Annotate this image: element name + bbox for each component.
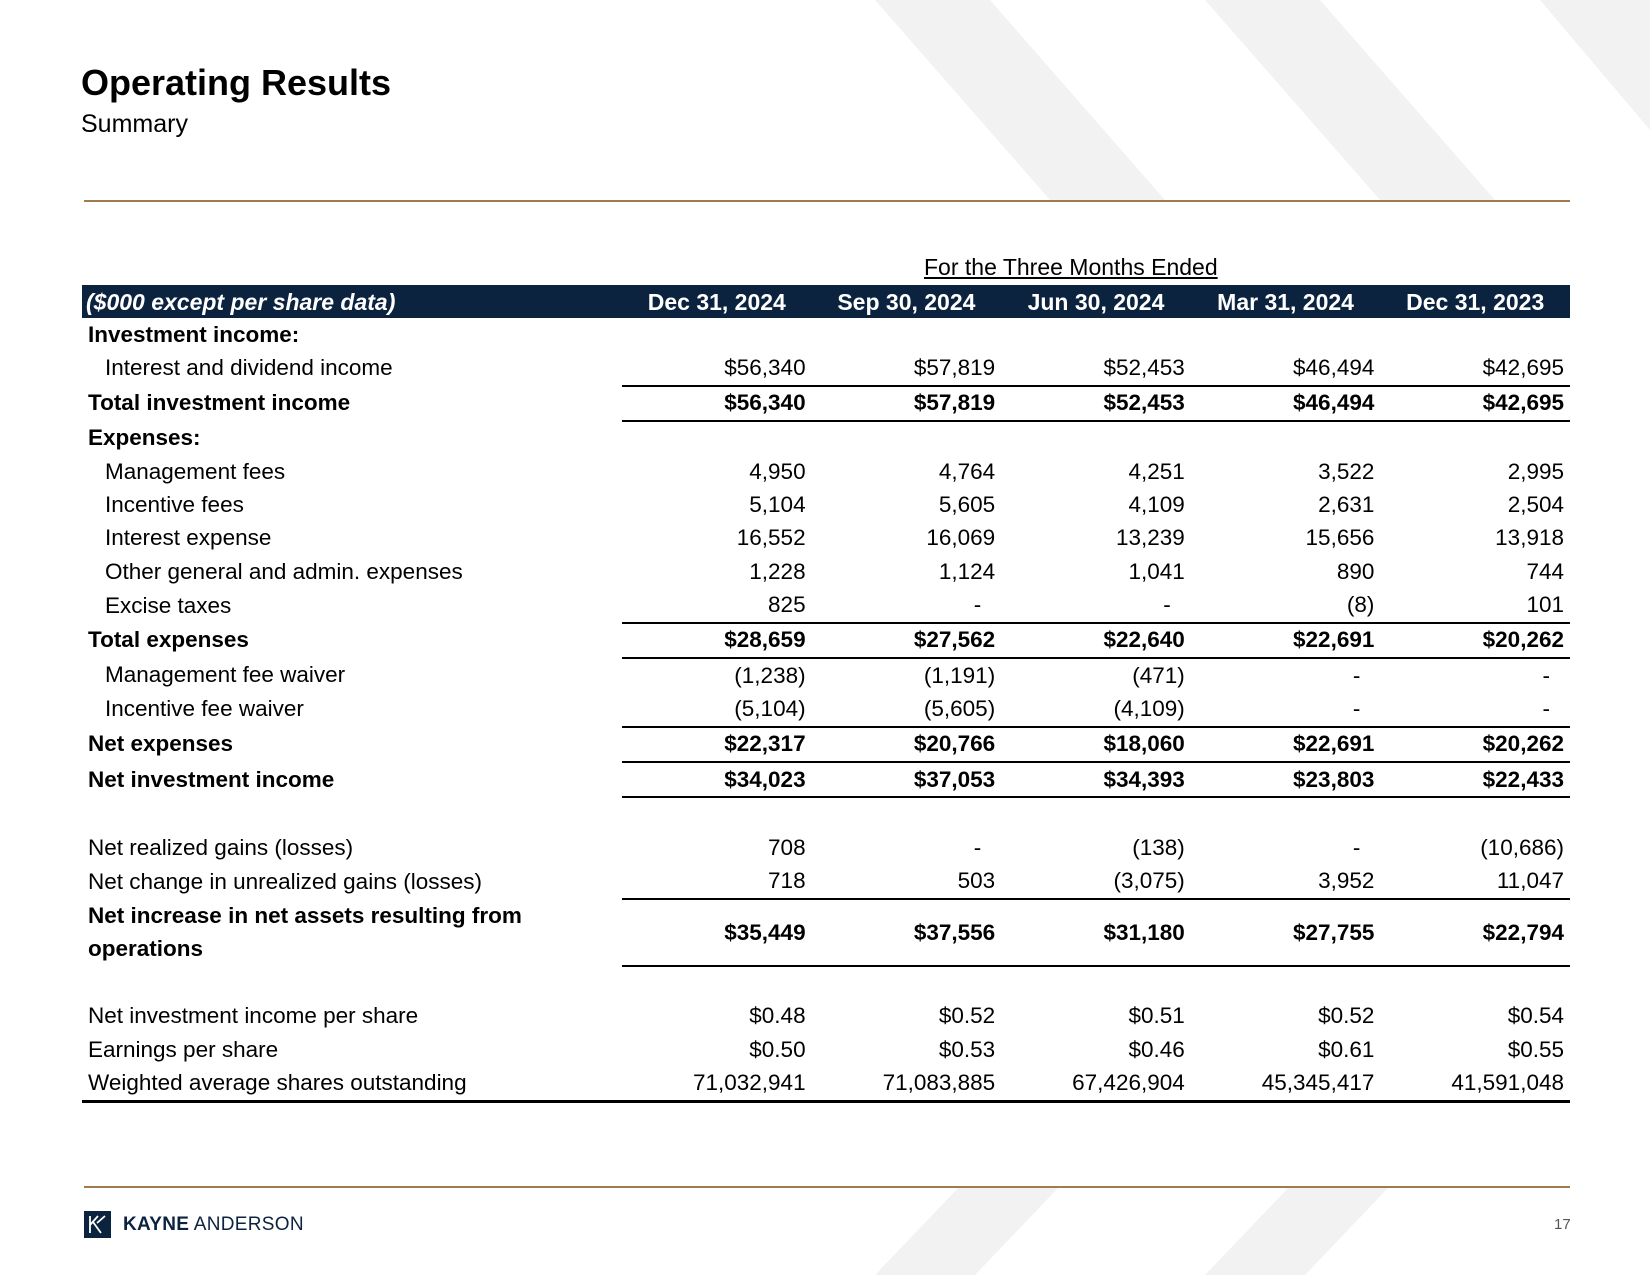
page-number: 17 bbox=[1554, 1216, 1571, 1233]
table-row: Interest and dividend income $56,340 $57,819 $52,453 $46,494 $42,695 bbox=[105, 354, 1564, 381]
brand-name: KAYNE ANDERSON bbox=[123, 1213, 304, 1235]
column-header: Sep 30, 2024 bbox=[812, 285, 1002, 318]
page-subtitle: Summary bbox=[81, 110, 188, 138]
column-header: Dec 31, 2023 bbox=[1380, 285, 1570, 318]
operating-results-table bbox=[82, 285, 1570, 1103]
total-row: Net expenses $22,317 $20,766 $18,060 $22,691 $20,262 bbox=[82, 727, 1570, 762]
table-row: Earnings per share $0.50 $0.53 $0.46 $0.61 $0.55 bbox=[88, 1036, 1564, 1062]
top-rule bbox=[84, 200, 1570, 202]
spacer-row bbox=[82, 797, 1570, 831]
table-row: Interest expense 16,552 16,069 13,239 15,656 13,918 bbox=[105, 525, 1564, 551]
total-row: Net increase in net assets resulting from operations $35,449 $37,556 $31,180 $27,755 $22,794 bbox=[82, 899, 1570, 966]
column-header: Jun 30, 2024 bbox=[1001, 285, 1191, 318]
page-title: Operating Results bbox=[81, 62, 392, 103]
table-row: Management fees 4,950 4,764 4,251 3,522 2,995 bbox=[105, 458, 1564, 484]
logo-mark-icon bbox=[84, 1211, 111, 1238]
company-logo bbox=[84, 1211, 304, 1238]
table-row: Other general and admin. expenses 1,228 1,124 1,041 890 744 bbox=[105, 558, 1564, 584]
section-heading-expenses: Expenses: bbox=[88, 425, 201, 451]
table-row: Weighted average shares outstanding 71,032,941 71,083,885 67,426,904 45,345,417 41,591,048 bbox=[82, 1066, 1570, 1101]
units-label: ($000 except per share data) bbox=[82, 285, 622, 318]
table-row: Incentive fees 5,104 5,605 4,109 2,631 2,504 bbox=[105, 492, 1564, 518]
section-heading-investment-income: Investment income: bbox=[88, 321, 300, 347]
column-header: Dec 31, 2024 bbox=[622, 285, 812, 318]
period-caption: For the Three Months Ended bbox=[924, 254, 1218, 280]
table-row: Excise taxes 825 - - (8) 101 bbox=[105, 592, 1564, 618]
table-row: Incentive fee waiver (5,104) (5,605) (4,109) - - bbox=[105, 695, 1550, 722]
total-row: Net investment income $34,023 $37,053 $34,393 $23,803 $22,433 bbox=[82, 762, 1570, 797]
table-row: Net change in unrealized gains (losses) 718 503 (3,075) 3,952 11,047 bbox=[88, 868, 1564, 894]
spacer-row bbox=[82, 966, 1570, 1000]
table-row: Net investment income per share $0.48 $0.52 $0.51 $0.52 $0.54 bbox=[88, 1003, 1564, 1029]
total-row: Total expenses $28,659 $27,562 $22,640 $22,691 $20,262 bbox=[82, 623, 1570, 658]
bottom-rule bbox=[84, 1186, 1570, 1188]
total-row: Total investment income $56,340 $57,819 $52,453 $46,494 $42,695 bbox=[82, 386, 1570, 421]
table-row: Management fee waiver (1,238) (1,191) (471) - - bbox=[105, 662, 1550, 688]
table-row: Net realized gains (losses) 708 - (138) - (10,686) bbox=[88, 834, 1564, 860]
table-header-row bbox=[82, 285, 1570, 318]
column-header: Mar 31, 2024 bbox=[1191, 285, 1381, 318]
